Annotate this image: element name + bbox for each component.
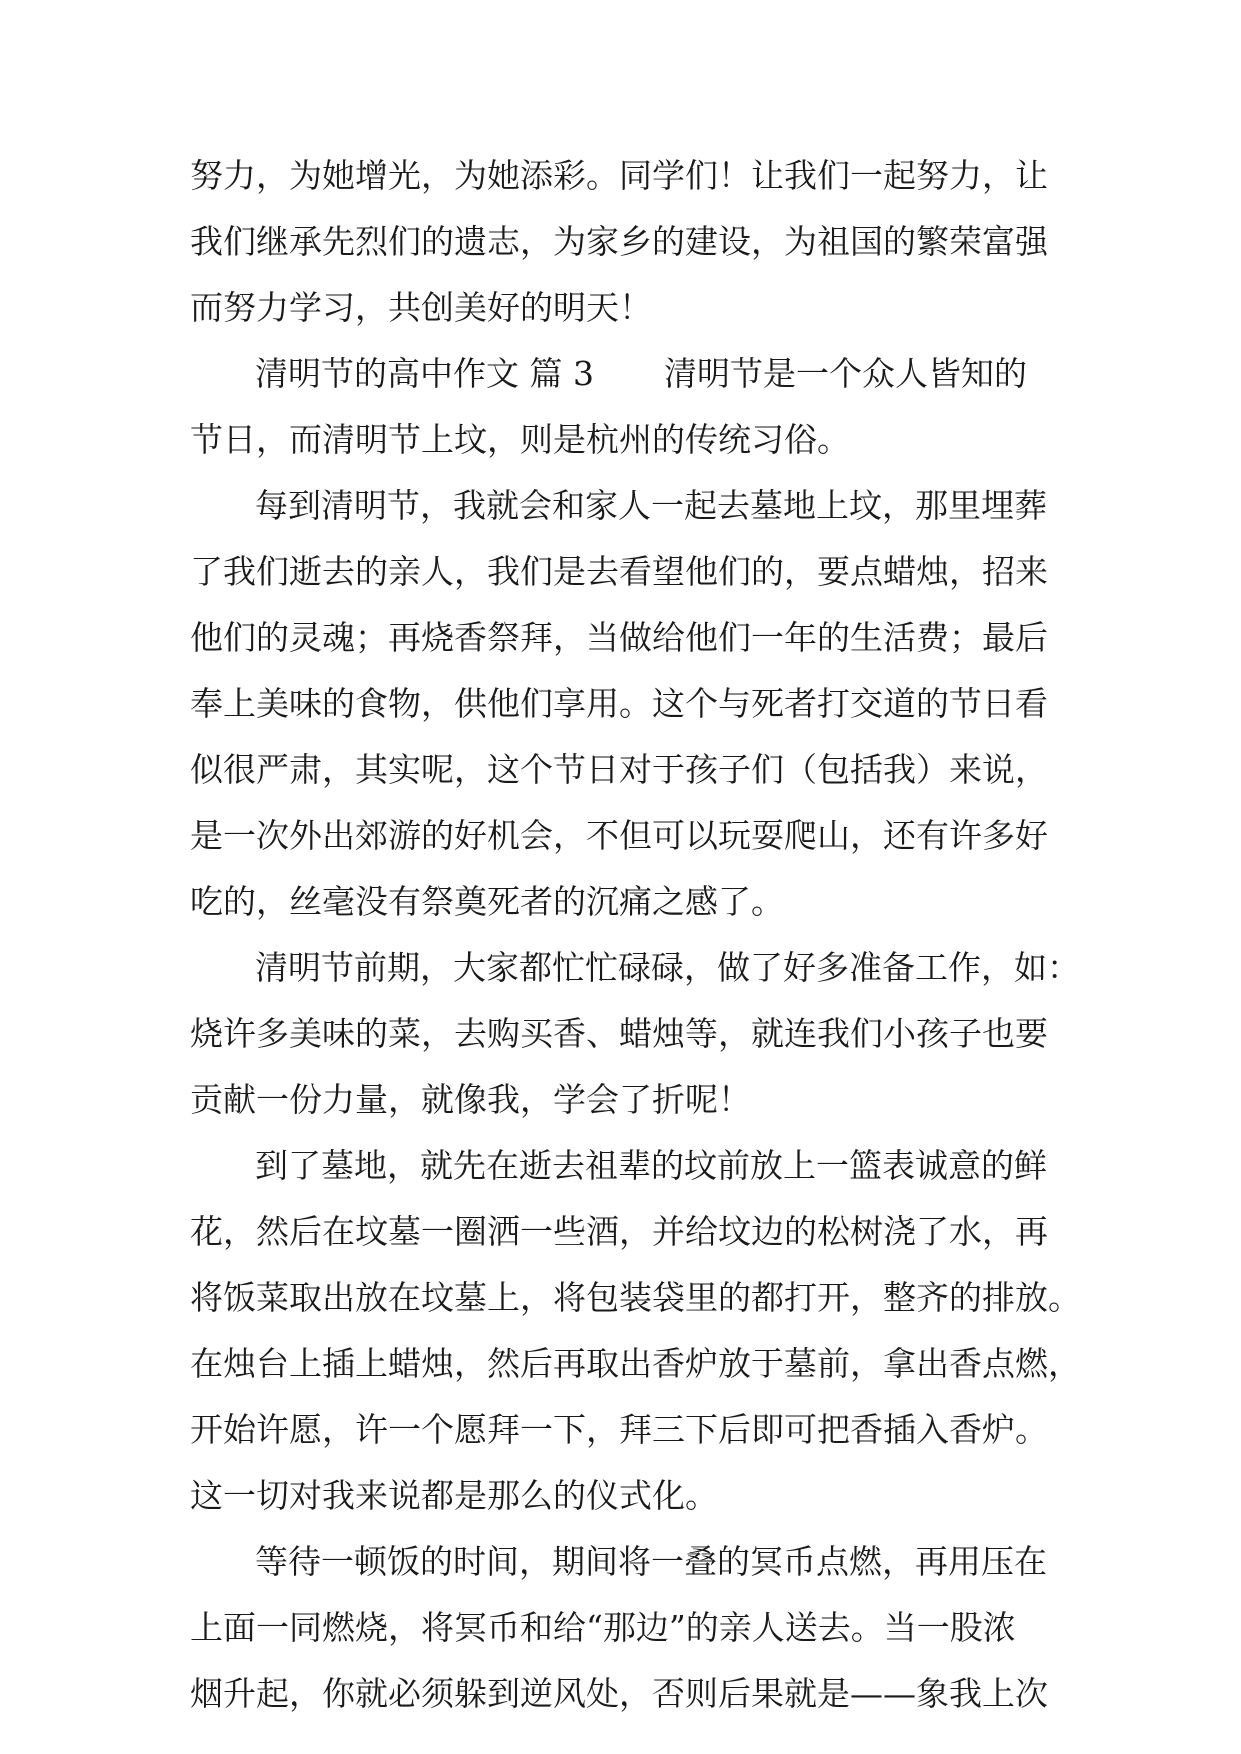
text-line: 烧许多美味的菜，去购买香、蜡烛等，就连我们小孩子也要	[190, 1014, 1048, 1053]
paragraph-first-line: 每到清明节，我就会和家人一起去墓地上坟，那里埋葬	[255, 486, 1047, 525]
text-line: 烟升起，你就必须躲到逆风处，否则后果就是——象我上次	[190, 1674, 1048, 1713]
text-line: 了我们逝去的亲人，我们是去看望他们的，要点蜡烛，招来	[190, 552, 1048, 591]
text-line: 将饭菜取出放在坟墓上，将包装袋里的都打开，整齐的排放。	[190, 1278, 1081, 1317]
text-line: 上面一同燃烧，将冥币和给“那边”的亲人送去。当一股浓	[190, 1608, 1016, 1647]
text-line: 似很严肃，其实呢，这个节日对于孩子们（包括我）来说，	[190, 750, 1048, 789]
section-number: 篇 3	[529, 354, 594, 393]
text-line: 是一次外出郊游的好机会，不但可以玩耍爬山，还有许多好	[190, 816, 1048, 855]
paragraph-first-line: 清明节前期，大家都忙忙碌碌，做了好多准备工作，如：	[255, 948, 1080, 987]
text-line: 开始许愿，许一个愿拜一下，拜三下后即可把香插入香炉。	[190, 1410, 1048, 1449]
paragraph-start: 清明节是一个众人皆知的	[664, 354, 1027, 393]
text-line: 努力，为她增光，为她添彩。同学们！让我们一起努力，让	[190, 156, 1048, 195]
essay-title: 清明节的高中作文	[255, 354, 519, 393]
text-line: 奉上美味的食物，供他们享用。这个与死者打交道的节日看	[190, 684, 1048, 723]
text-line: 而努力学习，共创美好的明天！	[190, 288, 652, 327]
text-line: 他们的灵魂；再烧香祭拜，当做给他们一年的生活费；最后	[190, 618, 1048, 657]
text-line: 在烛台上插上蜡烛，然后再取出香炉放于墓前，拿出香点燃，	[190, 1344, 1081, 1383]
text-line: 这一切对我来说都是那么的仪式化。	[190, 1476, 718, 1515]
text-line: 我们继承先烈们的遗志，为家乡的建设，为祖国的繁荣富强	[190, 222, 1048, 261]
text-line: 花，然后在坟墓一圈洒一些酒，并给坟边的松树浇了水，再	[190, 1212, 1048, 1251]
text-line: 节日，而清明节上坟，则是杭州的传统习俗。	[190, 420, 850, 459]
text-line: 吃的，丝毫没有祭奠死者的沉痛之感了。	[190, 882, 784, 921]
section-heading-line	[255, 349, 1070, 399]
paragraph-first-line: 到了墓地，就先在逝去祖辈的坟前放上一篮表诚意的鲜	[255, 1146, 1047, 1185]
text-line: 贡献一份力量，就像我，学会了折呢！	[190, 1080, 751, 1119]
paragraph-first-line: 等待一顿饭的时间，期间将一叠的冥币点燃，再用压在	[255, 1542, 1047, 1581]
